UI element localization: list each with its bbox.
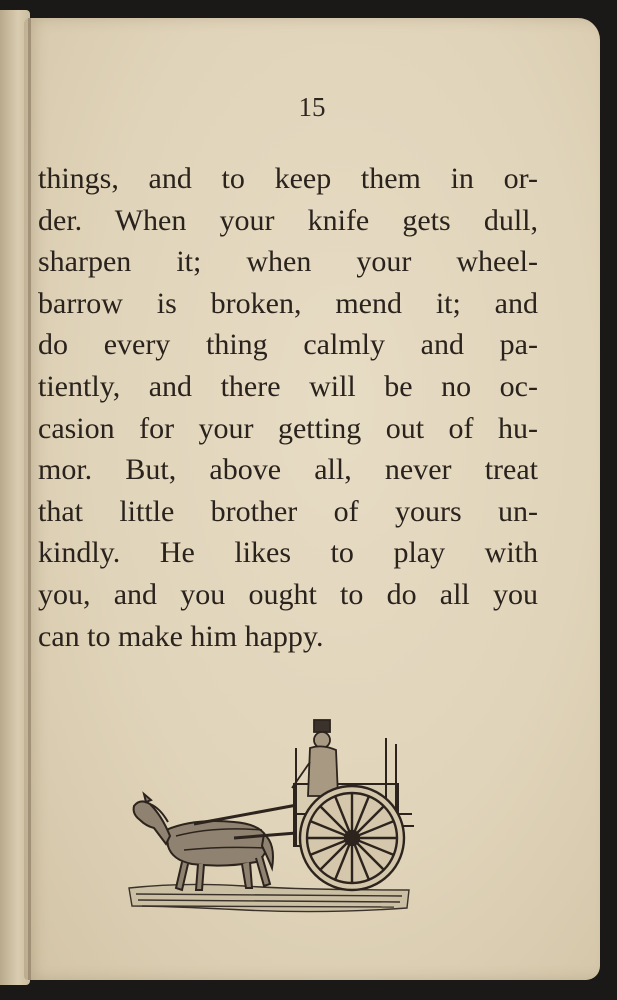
cart-wheel xyxy=(300,786,404,890)
text-line-11: you, and you ought to do all you xyxy=(38,577,538,611)
text-line-7: casion for your getting out of hu- xyxy=(38,411,538,445)
horse xyxy=(134,794,273,890)
text-line-1: things, and to keep them in or- xyxy=(38,162,538,195)
text-line-12: can to make him happy. xyxy=(38,619,324,653)
page-number: 15 xyxy=(298,92,326,122)
text-line-6: tiently, and there will be no oc- xyxy=(38,369,538,403)
text-line-3: sharpen it; when your wheel- xyxy=(38,245,538,279)
text-line-10: kindly. He likes to play with xyxy=(38,536,538,570)
body-text xyxy=(38,158,538,657)
text-line-8: mor. But, above all, never treat xyxy=(38,453,538,487)
woodcut-horse-cart-illustration xyxy=(124,718,414,923)
text-line-2: der. When your knife gets dull, xyxy=(38,203,538,237)
text-line-4: barrow is broken, mend it; and xyxy=(38,286,538,320)
text-line-9: that little brother of yours un- xyxy=(38,494,538,528)
book-page xyxy=(24,18,600,980)
page-gutter-line xyxy=(28,18,31,980)
text-line-5: do every thing calmly and pa- xyxy=(38,328,538,362)
